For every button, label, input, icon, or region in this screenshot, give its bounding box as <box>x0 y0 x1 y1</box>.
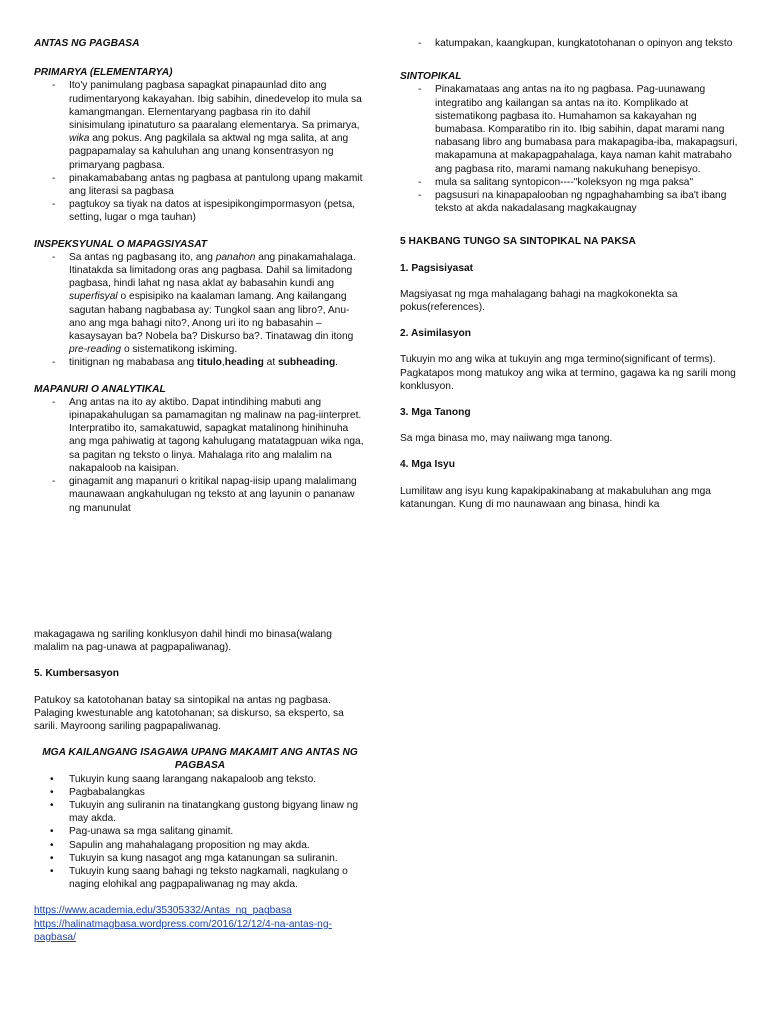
hakbang-heading: 5 HAKBANG TUNGO SA SINTOPIKAL NA PAKSA <box>400 236 636 248</box>
list-item: • Pagbabalangkas <box>34 786 366 799</box>
primarya-heading: PRIMARYA (ELEMENTARYA) <box>34 67 173 79</box>
sintopikal-heading: SINTOPIKAL <box>400 71 462 83</box>
step-text: Tukuyin mo ang wika at tukuyin ang mga termino(significant of terms). Pagkatapos mong matukoy ang wika at termino, gagawa ka ng sarili mong konklusyon. <box>400 354 736 392</box>
step-title: 1. Pagsisiyasat <box>400 262 474 274</box>
primarya-list <box>34 79 366 224</box>
list-item: - pinakamababang antas ng pagbasa at pantulong upang makamit ang literasi sa pagbasa <box>34 172 366 198</box>
continuation-text: makagagawa ng sariling konklusyon dahil hindi mo binasa(walang malalim na pag-unawa at pagpapaliwanag). <box>34 629 332 654</box>
kailangan-heading: MGA KAILANGANG ISAGAWA UPANG MAKAMIT ANG ANTAS NG PAGBASA <box>42 747 358 772</box>
list-item: - katumpakan, kaangkupan, kungkatotohanan o opinyon ang teksto <box>400 37 740 50</box>
inspeksyunal-list <box>34 251 366 370</box>
step-title: 4. Mga Isyu <box>400 459 455 471</box>
source-link-wordpress[interactable]: https://halinatmagbasa.wordpress.com/2016/12/12/4-na-antas-ng-pagbasa/ <box>34 918 332 943</box>
step-title: 2. Asimilasyon <box>400 328 471 340</box>
source-link-academia[interactable]: https://www.academia.edu/35305332/Antas_ng_pagbasa <box>34 905 292 917</box>
list-item: - pagtukoy sa tiyak na datos at ispesipikongimpormasyon (petsa, setting, lugar o mga tauhan) <box>34 198 366 224</box>
sintopikal-list <box>400 83 740 215</box>
list-item: • Tukuyin ang suliranin na tinatangkang gustong bigyang linaw ng may akda. <box>34 799 366 825</box>
source-links <box>34 904 366 944</box>
step-title: 3. Mga Tanong <box>400 407 471 419</box>
list-item: - Pinakamataas ang antas na ito ng pagbasa. Pag-uunawang integratibo ang kailangan sa antas na ito. Komplikado at sistematikong pagbasa ito. Humahamon sa kakayahan ng bumabasa. Komparatibo rin ito. Ibig sabihin, dapat marami nang nabasang libro ang bumabasa para makapagiba-iba, makapagsuri, makapamuna at makapagpahalaga, kaya naman kahit matrabaho ang pagbasa rito, marami namang nakukuhang benepisyo. <box>400 83 740 175</box>
step-text: Sa mga binasa mo, may naiiwang mga tanong. <box>400 433 613 445</box>
list-item: - mula sa salitang syntopicon----"koleksyon ng mga paksa" <box>400 176 740 189</box>
list-item: • Sapulin ang mahahalagang proposition ng may akda. <box>34 839 366 852</box>
step-text: Lumilitaw ang isyu kung kapakipakinabang at makabuluhan ang mga katanungan. Kung di mo naunawaan ang binasa, hindi ka <box>400 485 711 510</box>
list-item: - Ang antas na ito ay aktibo. Dapat intindihing mabuti ang ipinapakahulugan sa pamamagitan ng malinaw na pag-iinterpret. Interpratibo ito, samakatuwid, sapagkat matalinong hinihinuha ang mga pahiwatig at tagong kahulugang matatagpuan wika nga, sa pagitan ng teksto o linya. Mahalaga rito ang malalim na nakapaloob na kaisipan. <box>34 396 366 475</box>
step-text: Patukoy sa katotohanan batay sa sintopikal na antas ng pagbasa. Palaging kwestunable ang katotohanan; sa diskurso, sa eksperto, sa sarili. Mayroong sariling pagpapaliwanag. <box>34 694 344 733</box>
mapanuri-heading: MAPANURI O ANALYTIKAL <box>34 383 166 395</box>
list-item: • Tukuyin kung saang larangang nakapaloob ang teksto. <box>34 773 366 786</box>
right-column <box>400 37 740 511</box>
list-item: - Sa antas ng pagbasang ito, ang panahon ang pinakamahalaga. Itinatakda sa limitadong oras ang pagbasa. Dahil sa limitadong pagbasa, hindi lahat ng nasa aklat ay babasahin kundi ang superfisyal o espisipiko na kaalaman lamang. Ang kailangang sagutan habang nagbabasa ay: Tungkol saan ang libro?, Anu-ano ang mga bahagi nito?, Anong uri ito ng babasahin – kasaysayan ba? Nobela ba? Diskurso ba?. Tinatawag din itong pre-reading o sistematikong iskiming. <box>34 251 366 357</box>
list-item: • Tukuyin kung saang bahagi ng teksto nagkamali, nagkulang o naging elohikal ang pagpapaliwanag ng may akda. <box>34 865 366 891</box>
step-title: 5. Kumbersasyon <box>34 668 119 680</box>
document-title: ANTAS NG PAGBASA <box>34 38 140 49</box>
analytikal-continuation-list <box>400 37 740 50</box>
list-item: - tinitignan ng mababasa ang titulo,heading at subheading. <box>34 356 366 369</box>
kailangan-list <box>34 773 366 892</box>
inspeksyunal-heading: INSPEKSYUNAL O MAPAGSIYASAT <box>34 238 208 250</box>
list-item: - pagsusuri na kinapapalooban ng ngpaghahambing sa iba't ibang teksto at akda nakadalasang magkakaugnay <box>400 189 740 215</box>
list-item: • Tukuyin sa kung nasagot ang mga katanungan sa suliranin. <box>34 852 366 865</box>
bottom-section <box>34 628 366 944</box>
list-item: - Ito'y panimulang pagbasa sapagkat pinapaunlad dito ang rudimentaryong kakayahan. Ibig sabihin, dinedevelop ito mula sa kamangmangan. Elementaryang pagbasa rin ito dahil sinisimulang ipinatuturo sa paaralang elementarya. Sa primarya, wika ang pokus. Ang pagkilala sa aktwal ng mga salita, at ang pagpapamalay sa kahuluhan ang unang konsentrasyon ng primaryang pagbasa. <box>34 79 366 171</box>
step-text: Magsiyasat ng mga mahalagang bahagi na magkokonekta sa pokus(references). <box>400 288 678 314</box>
mapanuri-list <box>34 396 366 515</box>
left-column <box>34 37 366 515</box>
list-item: - ginagamit ang mapanuri o kritikal napag-iisip upang malalimang maunawaan angkahulugan ng teksto at ang layunin o pananaw ng manunulat <box>34 475 366 515</box>
list-item: • Pag-unawa sa mga salitang ginamit. <box>34 825 366 838</box>
